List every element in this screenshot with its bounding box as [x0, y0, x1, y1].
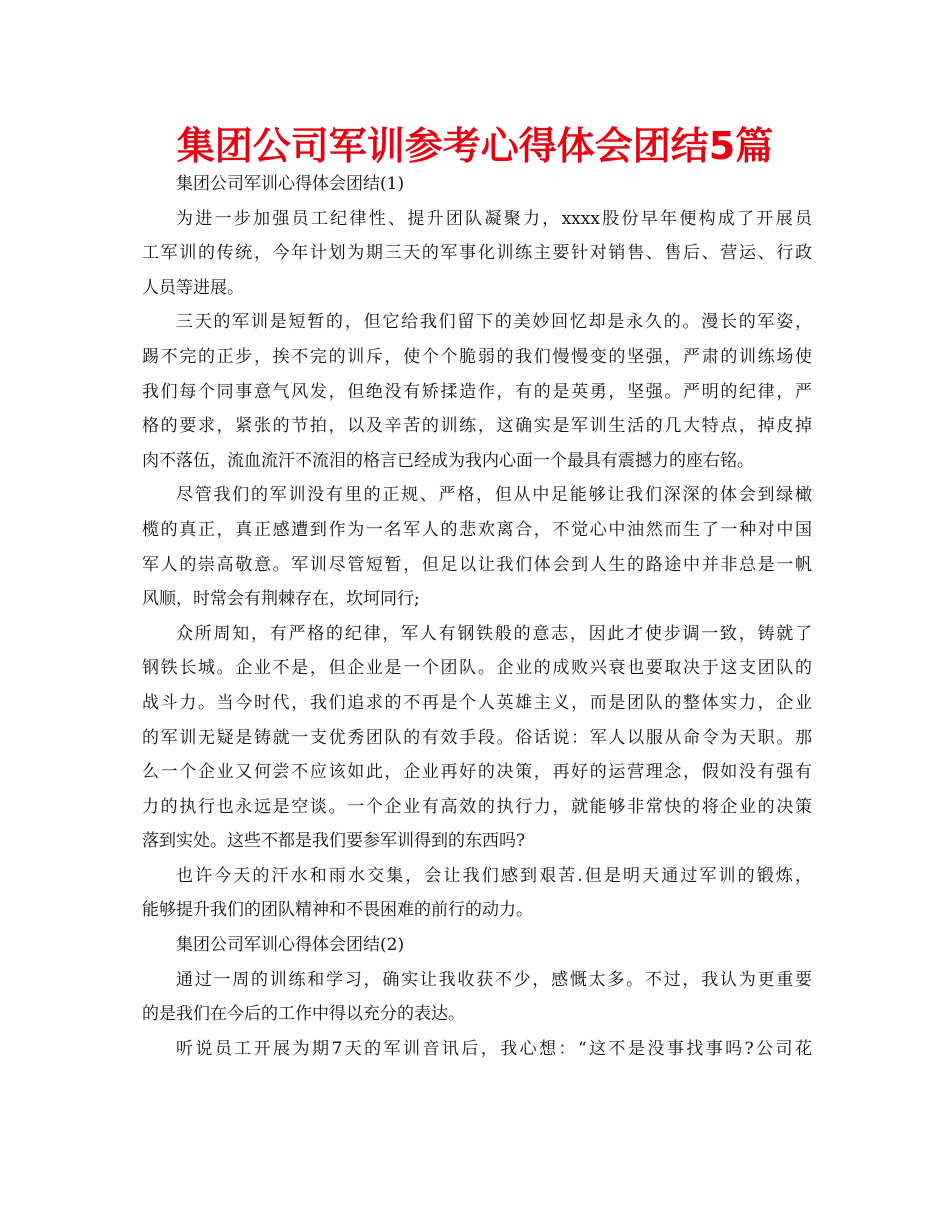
text-line: 听说员工开展为期7天的军训音讯后，我心想：“这不是没事找事吗?公司花	[176, 1038, 812, 1059]
text-line: 人员等进展。	[142, 277, 244, 298]
text-line: 钢铁长城。企业不是，但企业是一个团队。企业的成败兴衰也要取决于这支团队的	[142, 658, 812, 679]
document-body	[142, 167, 812, 1066]
text-line: 众所周知，有严格的纪律，军人有钢铁般的意志，因此才使步调一致，铸就了	[176, 623, 812, 644]
text-line: 的是我们在今后的工作中得以充分的表达。	[142, 1004, 465, 1025]
text-line: 能够提升我们的团队精神和不畏困难的前行的动力。	[142, 900, 533, 921]
text-line: 肉不落伍，流血流汗不流泪的格言已经成为我内心面一个最具有震撼力的座右铭。	[142, 450, 754, 471]
text-line: 为进一步加强员工纪律性、提升团队凝聚力，xxxx股份早年便构成了开展员	[176, 208, 812, 229]
text-line: 三天的军训是短暂的，但它给我们留下的美妙回忆却是永久的。漫长的军姿，	[176, 312, 812, 333]
text-line: 风顺，时常会有荆棘存在，坎坷同行;	[142, 589, 420, 610]
text-line: 通过一周的训练和学习，确实让我收获不少，感慨太多。不过，我认为更重要	[176, 969, 812, 990]
text-line: 集团公司军训心得体会团结(1)	[176, 174, 405, 194]
text-line: 也许今天的汗水和雨水交集，会让我们感到艰苦.但是明天通过军训的锻炼，	[176, 865, 812, 886]
text-line: 战斗力。当今时代，我们追求的不再是个人英雄主义，而是团队的整体实力，企业	[142, 692, 812, 713]
text-line: 尽管我们的军训没有里的正规、严格，但从中足能够让我们深深的体会到绿橄	[176, 485, 812, 506]
text-line: 我们每个同事意气风发，但绝没有矫揉造作，有的是英勇，坚强。严明的纪律，严	[142, 381, 812, 402]
text-line: 么一个企业又何尝不应该如此，企业再好的决策，再好的运营理念，假如没有强有	[142, 762, 812, 783]
document-title: 集团公司军训参考心得体会团结5篇	[176, 124, 774, 168]
text-line: 力的执行也永远是空谈。一个企业有高效的执行力，就能够非常快的将企业的决策	[142, 796, 812, 817]
text-line: 踢不完的正步，挨不完的训斥，使个个脆弱的我们慢慢变的坚强，严肃的训练场使	[142, 346, 812, 367]
text-line: 集团公司军训心得体会团结(2)	[176, 935, 405, 956]
text-line: 工军训的传统，今年计划为期三天的军事化训练主要针对销售、售后、营运、行政	[142, 243, 812, 264]
text-line: 军人的崇高敬意。军训尽管短暂，但足以让我们体会到人生的路途中并非总是一帆	[142, 554, 812, 575]
text-line: 榄的真正，真正感遭到作为一名军人的悲欢离合，不觉心中油然而生了一种对中国	[142, 519, 812, 540]
text-line: 格的要求，紧张的节拍，以及辛苦的训练，这确实是军训生活的几大特点，掉皮掉	[142, 416, 812, 437]
text-line: 落到实处。这些不都是我们要参军训得到的东西吗?	[142, 831, 526, 852]
text-line: 的军训无疑是铸就一支优秀团队的有效手段。俗话说：军人以服从命令为天职。那	[142, 727, 812, 748]
